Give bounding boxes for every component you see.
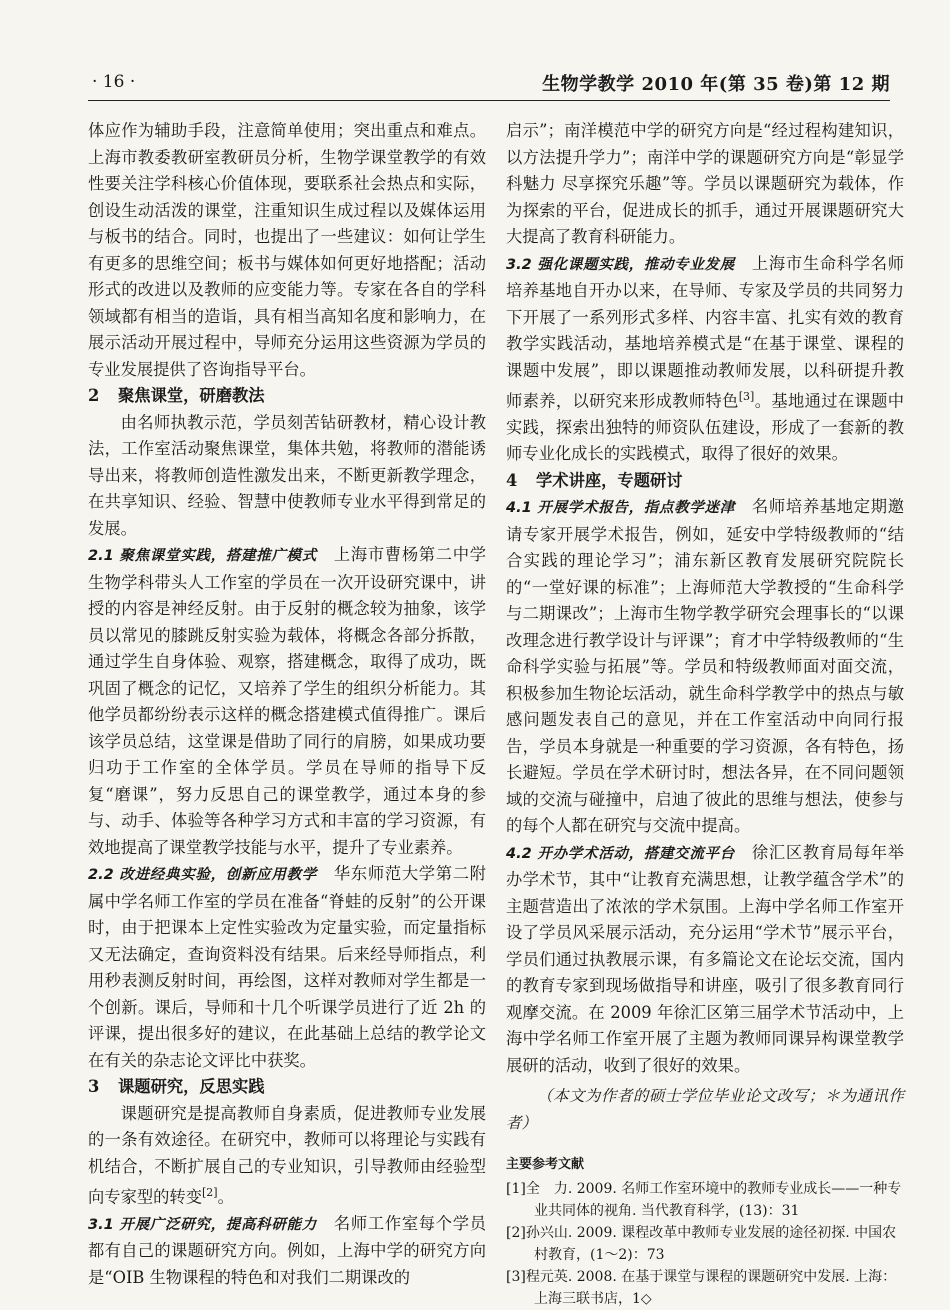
- header-rule: [88, 100, 890, 101]
- subsection-title: 2.2 改进经典实验，创新应用教学: [88, 867, 317, 883]
- citation: [3]: [738, 390, 755, 403]
- paragraph: 由名师执教示范，学员刻苦钻研教材，精心设计教法，工作室活动聚焦课堂，集体共勉，将教师的潜能诱导出来，将教师创造性激发出来，不断更新教学理念，在共享知识、经验、智慧中使教师专业水平得到常足的发展。: [88, 412, 486, 538]
- reference-item: [2]孙兴山. 2009. 课程改革中教师专业发展的途径初探. 中国农村教育，(1～2)：73: [506, 1225, 897, 1264]
- subsection-title: 4.1 开展学术报告，指点教学迷津: [506, 500, 735, 517]
- left-column: [88, 118, 486, 1291]
- paragraph: 体应作为辅助手段，注意简单使用；突出重点和难点。上海市教委教研室教研员分析，生物学课堂教学的有效性要关注学科核心价值体现，要联系社会热点和实际，创设生动活泼的课堂，注重知识生成过程以及媒体运用与板书的结合。同时，也提出了一些建议：如何让学生有更多的思维空间；板书与媒体如何更好地搭配；活动形式的改进以及教师的应变能力等。专家在各自的学科领域都有相当的造诣，具有相当高知名度和影响力，在展示活动开展过程中，导师充分运用这些资源为学员的专业发展提供了咨询指导平台。: [88, 121, 486, 379]
- reference-item: [3]程元英. 2008. 在基于课堂与课程的课题研究中发展. 上海：上海三联书店，1◇: [506, 1269, 897, 1308]
- subsection-title: 3.1 开展广泛研究，提高科研能力: [88, 1216, 317, 1233]
- paragraph: 启示”；南洋模范中学的研究方向是“经过程构建知识，以方法提升学力”；南洋中学的课题研究方向是“彰显学科魅力 尽享探究乐趣”等。学员以课题研究为载体，作为探索的平台，促进成长的抓手，通过开展课题研究大大提高了教育科研能力。: [506, 121, 904, 246]
- author-note: （本文为作者的硕士学位毕业论文改写；＊为通讯作者）: [506, 1087, 904, 1132]
- reference-item: [1]全 力. 2009. 名师工作室环境中的教师专业成长——一种专业共同体的视角. 当代教育科学，(13)：31: [506, 1181, 902, 1220]
- section-heading: 4 学术讲座，专题研讨: [506, 470, 683, 490]
- subsection: 3.2 强化课题实践，推动专业发展 上海市生命科学名师培养基地自开办以来，在导师、专家及学员的共同努力下开展了一系列形式多样、内容丰富、扎实有效的教育教学实践活动，基地培养模式是“在基于课堂、课程的课题中发展”，即以课题推动教师发展，以科研提升教师素养，以研究来形成教师特色[3]。基地通过在课题中实践，探索出独特的师资队伍建设，形成了一套新的教师专业化成长的实践模式，取得了很好的效果。: [506, 253, 904, 464]
- page-number: · 16 ·: [92, 72, 136, 92]
- subsection-title: 4.2 开办学术活动，搭建交流平台: [506, 845, 735, 862]
- references: [506, 1154, 904, 1310]
- journal-header: 生物学教学 2010 年(第 35 卷)第 12 期: [542, 74, 890, 95]
- subsection: 3.1 开展广泛研究，提高科研能力 名师工作室每个学员都有自己的课题研究方向。例如，上海中学的研究方向是“OIB 生物课程的特色和对我们二期课改的: [88, 1213, 486, 1287]
- subsection-title: 3.2 强化课题实践，推动专业发展: [506, 256, 735, 273]
- right-column: [506, 118, 904, 1310]
- subsection: 4.1 开展学术报告，指点教学迷津 名师培养基地定期邀请专家开展学术报告，例如，延安中学特级教师的“结合实践的理论学习”；浦东新区教育发展研究院院长的“一堂好课的标准”；上海师范大学教授的“生命科学与二期课改”；上海市生物学教学研究会理事长的“以课改理念进行教学设计与评课”；育才中学特级教师的“生命科学实验与拓展”等。学员和特级教师面对面交流，积极参加生物论坛活动，就生命科学教学中的热点与敏感问题发表自己的意见，并在工作室活动中向同行报告，学员本身就是一种重要的学习资源，各有特色，扬长避短。学员在学术研讨时，想法各异，在不同问题领域的交流与碰撞中，启迪了彼此的思维与想法，使参与的每个人都在研究与交流中提高。: [506, 497, 904, 836]
- paragraph: 课题研究是提高教师自身素质，促进教师专业发展的一条有效途径。在研究中，教师可以将理论与实践有机结合，不断扩展自己的专业知识，引导教师由经验型向专家型的转变[2]。: [88, 1103, 486, 1207]
- section-heading: 3 课题研究，反思实践: [88, 1077, 265, 1096]
- citation: [2]: [201, 1186, 218, 1199]
- subsection-title: 2.1 聚焦课堂实践，搭建推广模式: [88, 548, 317, 564]
- subsection: 2.1 聚焦课堂实践，搭建推广模式 上海市曹杨第二中学生物学科带头人工作室的学员在一次开设研究课中，讲授的内容是神经反射。由于反射的概念较为抽象，该学员以常见的膝跳反射实验为载体，将概念各部分拆散，通过学生自身体验、观察，搭建概念，取得了成功，既巩固了概念的记忆，又培养了学生的组织分析能力。其他学员都纷纷表示这样的概念搭建模式值得推广。课后该学员总结，这堂课是借助了同行的肩膀，如果成功要归功于工作室的全体学员。学员在导师的指导下反复“磨课”，努力反思自己的课堂教学，通过本身的参与、动手、体验等各种学习方式和丰富的学习资源，有效地提高了课堂教学技能与水平，提升了专业素养。: [88, 545, 486, 857]
- references-title: 主要参考文献: [506, 1157, 585, 1173]
- section-heading: 2 聚焦课堂，研磨教法: [88, 386, 265, 405]
- subsection: 2.2 改进经典实验，创新应用教学 华东师范大学第二附属中学名师工作室的学员在准备“脊蛙的反射”的公开课时，由于把课本上定性实验改为定量实验，而定量指标又无法确定，查询资料没有结果。后来经导师指点，利用秒表测反射时间，再绘图，这样对教师对学生都是一个创新。课后，导师和十几个听课学员进行了近 2h 的评课，提出很多好的建议，在此基础上总结的教学论文在有关的杂志论文评比中获奖。: [88, 864, 486, 1070]
- subsection: 4.2 开办学术活动，搭建交流平台 徐汇区教育局每年举办学术节，其中“让教育充满思想，让教学蕴含学术”的主题营造出了浓浓的学术氛围。上海中学名师工作室开设了学员风采展示活动，充分运用“学术节”展示平台，学员们通过执教展示课，有多篇论文在论坛交流，国内的教育专家到现场做指导和讲座，吸引了很多教育同行观摩交流。在 2009 年徐汇区第三届学术节活动中，上海中学名师工作室开展了主题为教师同课异构课堂教学展研的活动，收到了很好的效果。: [506, 842, 904, 1075]
